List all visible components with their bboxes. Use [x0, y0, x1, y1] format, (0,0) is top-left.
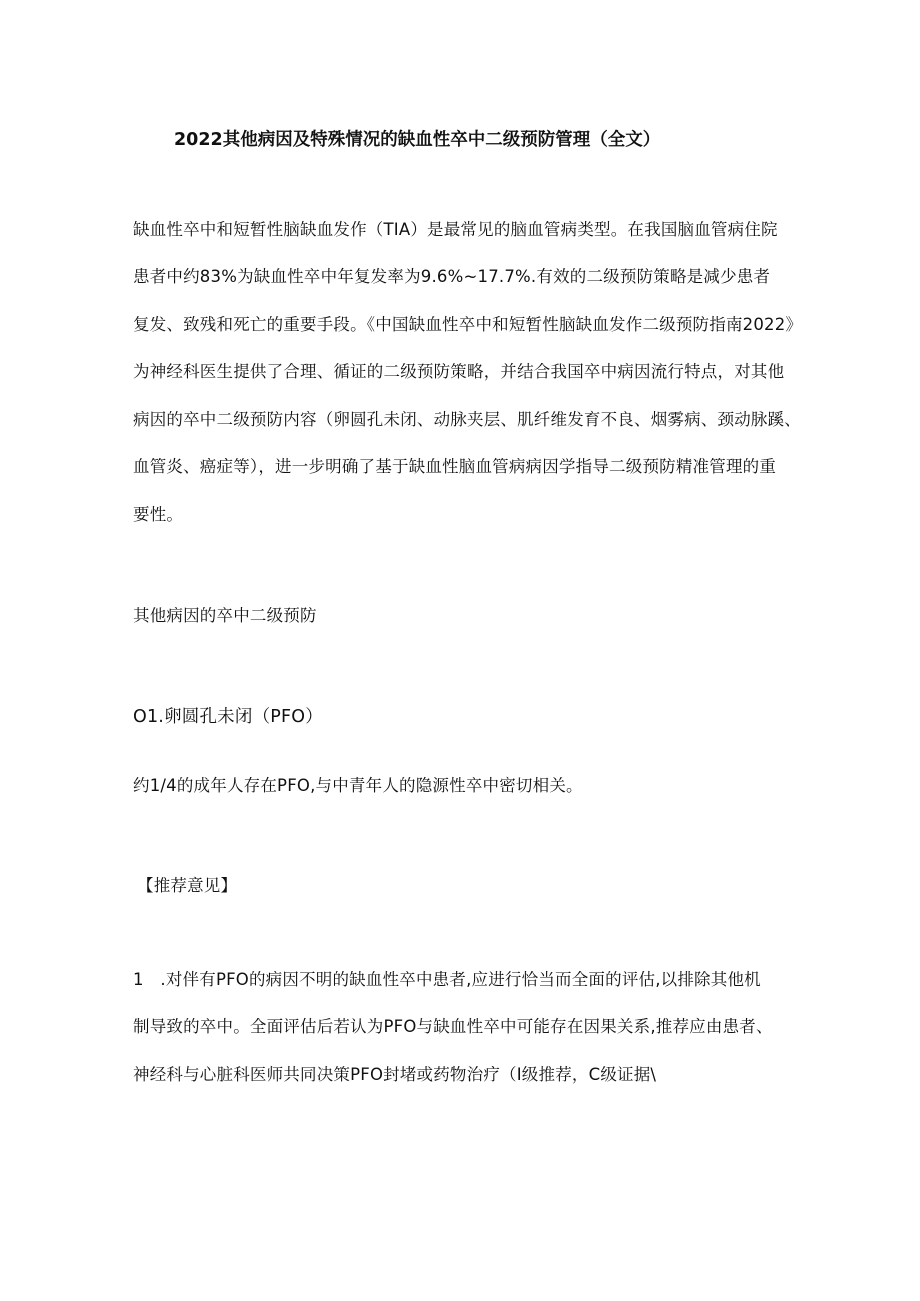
- section-heading: 其他病因的卒中二级预防: [133, 606, 317, 625]
- intro-paragraph-line: 为神经科医生提供了合理、循证的二级预防策略，并结合我国卒中病因流行特点，对其他: [133, 362, 785, 381]
- intro-paragraph-line: 患者中约83%为缺血性卒中年复发率为9.6%~17.7%.有效的二级预防策略是减少患者: [133, 267, 771, 286]
- recommendation-item-line: 神经科与心脏科医师共同决策PFO封堵或药物治疗（I级推荐，C级证据\: [133, 1065, 657, 1084]
- recommendation-label: 【推荐意见】: [137, 876, 238, 895]
- document-title: 2022其他病因及特殊情况的缺血性卒中二级预防管理（全文）: [174, 130, 661, 150]
- intro-paragraph-line: 病因的卒中二级预防内容（卵圆孔未闭、动脉夹层、肌纤维发育不良、烟雾病、颈动脉蹊、: [133, 410, 801, 429]
- intro-paragraph-line: 血管炎、癌症等），进一步明确了基于缺血性脑血管病病因学指导二级预防精准管理的重: [133, 457, 777, 476]
- recommendation-item-line: 1 .对伴有PFO的病因不明的缺血性卒中患者,应进行恰当而全面的评估,以排除其他机: [133, 970, 761, 989]
- recommendation-item-line: 制导致的卒中。全面评估后若认为PFO与缺血性卒中可能存在因果关系,推荐应由患者、: [133, 1017, 773, 1036]
- pfo-statement: 约1/4的成年人存在PFO,与中青年人的隐源性卒中密切相关。: [133, 776, 583, 795]
- intro-paragraph-line: 复发、致残和死亡的重要手段。《中国缺血性卒中和短暂性脑缺血发作二级预防指南2022》: [133, 315, 803, 334]
- intro-paragraph-line: 要性。: [133, 505, 184, 524]
- intro-paragraph-line: 缺血性卒中和短暂性脑缺血发作（TIA）是最常见的脑血管病类型。在我国脑血管病住院: [133, 220, 778, 239]
- subsection-heading: O1.卵圆孔未闭（PFO）: [133, 707, 323, 727]
